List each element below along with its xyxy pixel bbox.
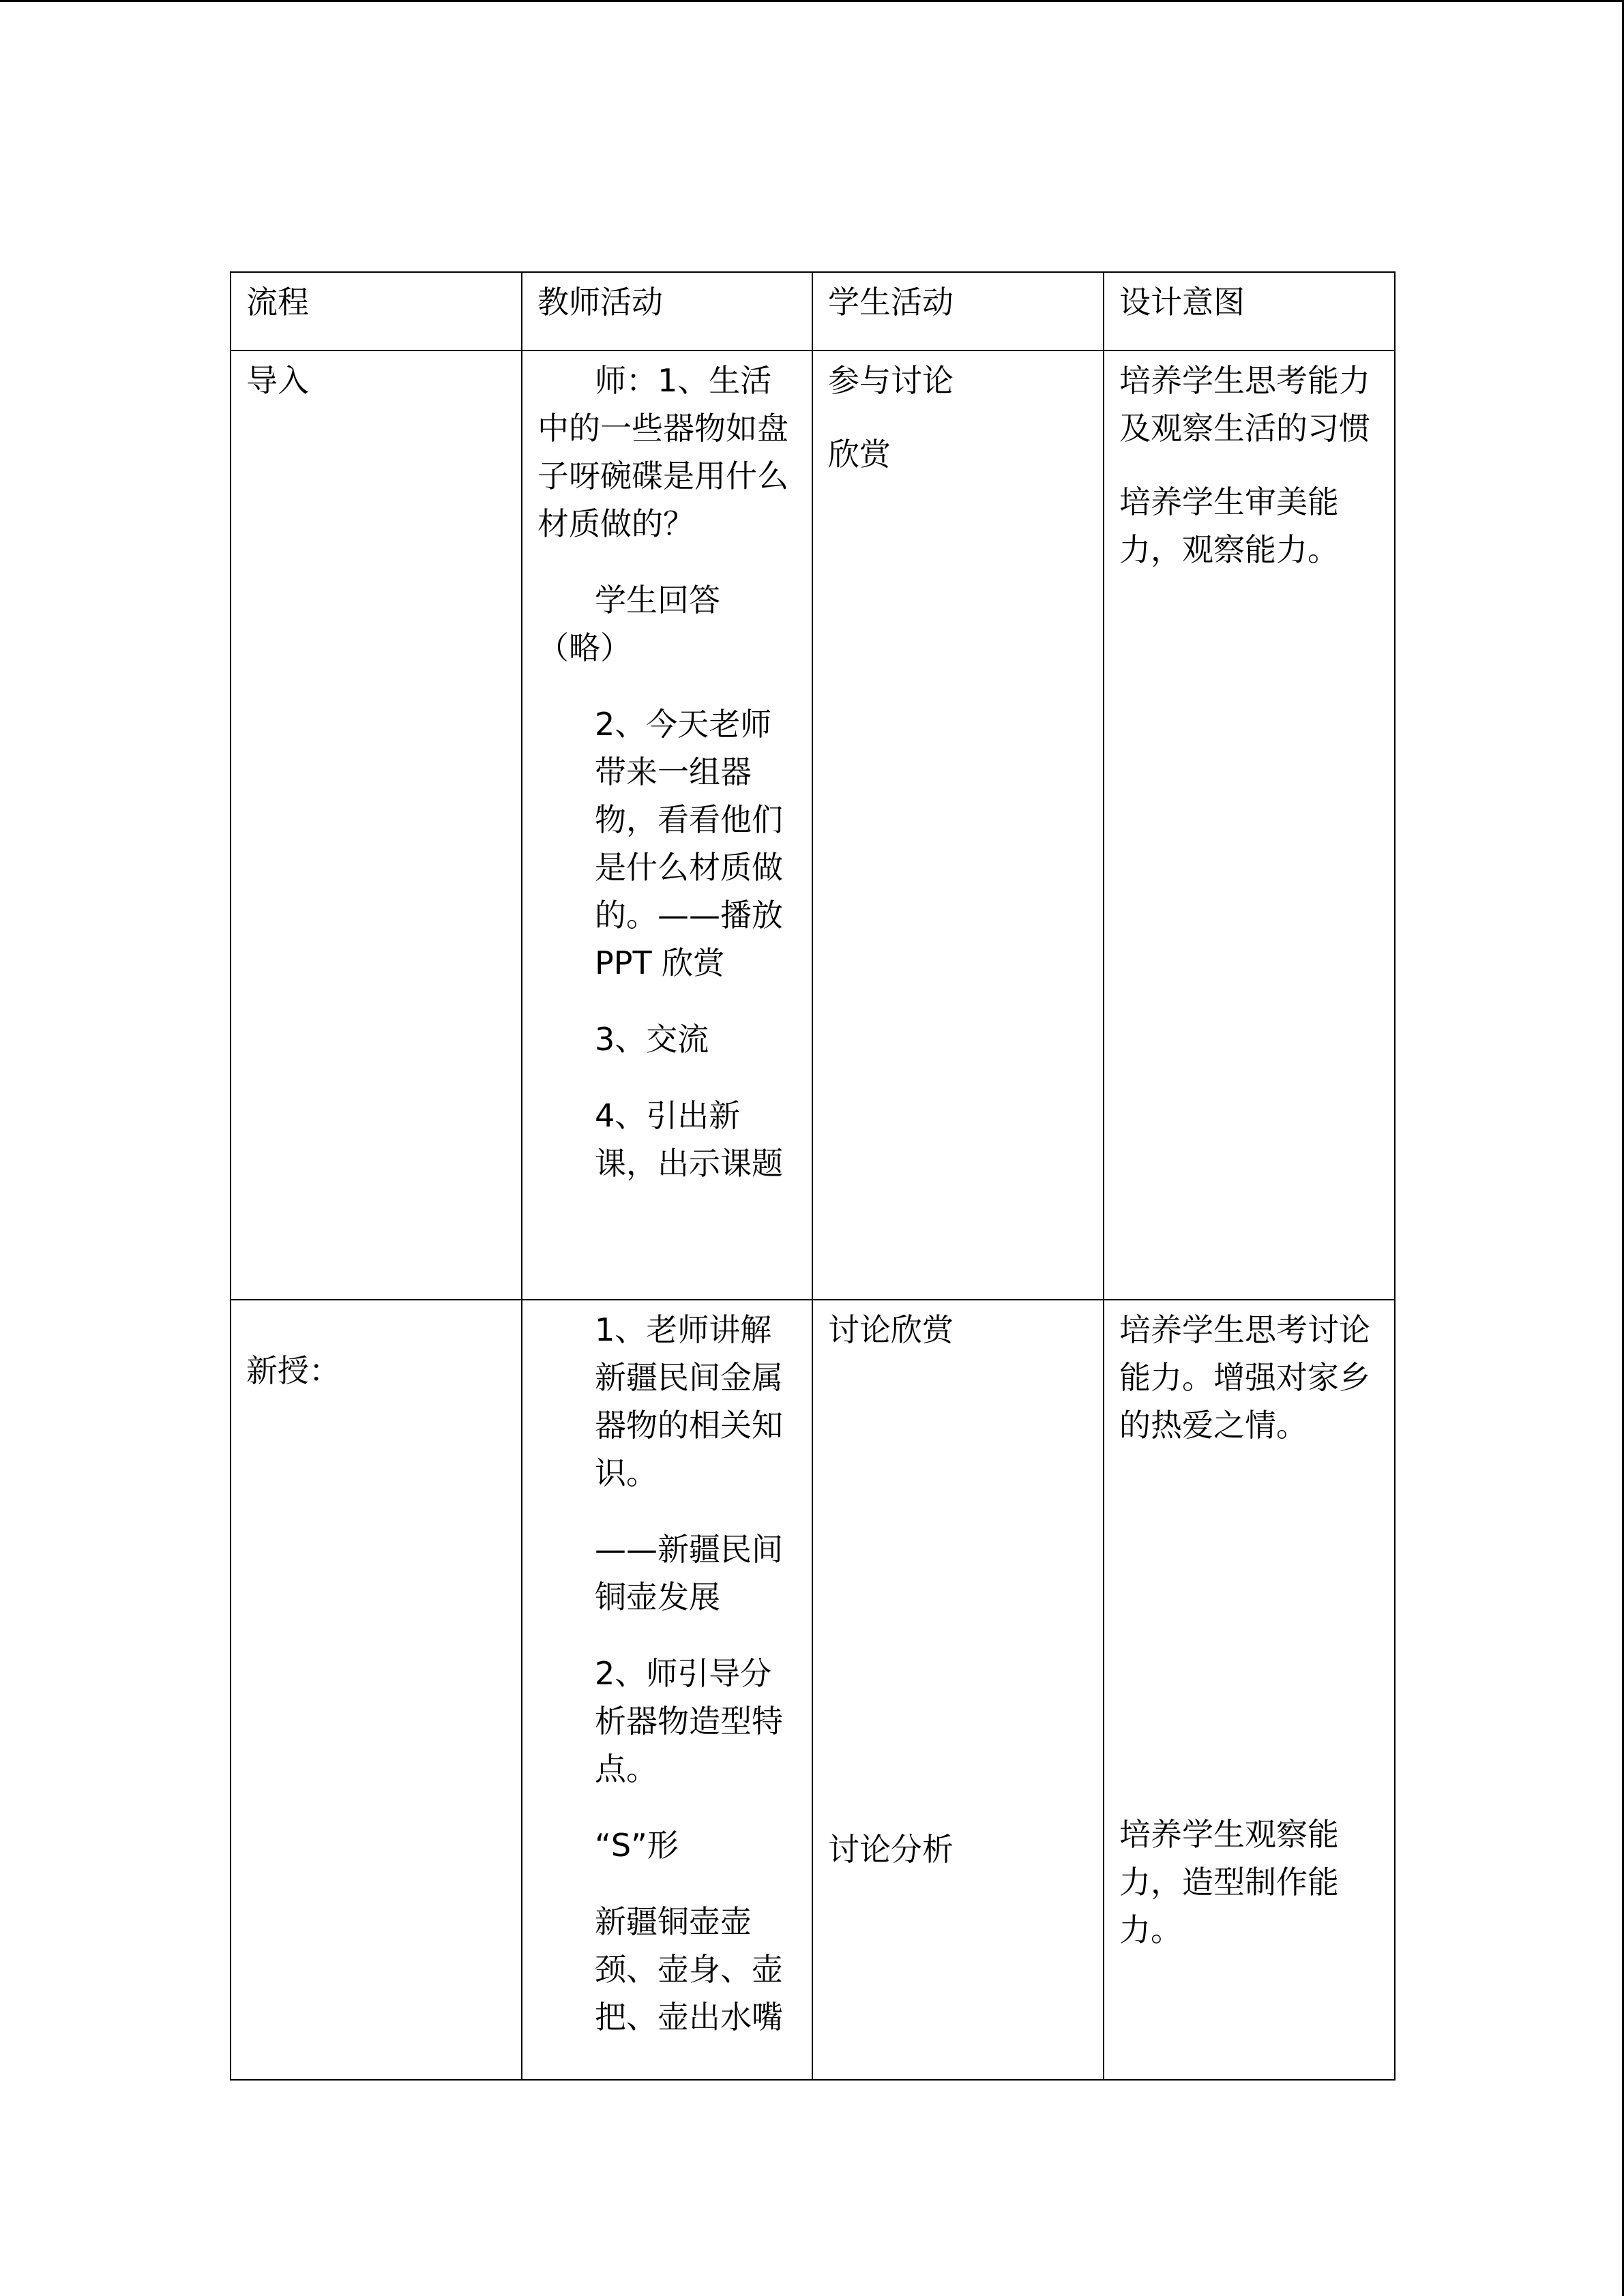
teacher-activity-text: 2、师引导分析器物造型特点。 [595, 1655, 783, 1787]
student-activity-text: 讨论分析 [828, 1831, 954, 1868]
header-design-intent: 设计意图 [1119, 284, 1245, 320]
table-header-row [231, 272, 1395, 351]
teacher-activity-text: 学生回答（略） [537, 582, 720, 666]
student-activity-text: 讨论欣赏 [828, 1311, 954, 1348]
spacer [1119, 1478, 1379, 1810]
table-row [231, 1300, 1395, 2080]
header-cell-process [231, 272, 522, 351]
teacher-activity-text: 4、引出新课，出示课题 [595, 1097, 783, 1182]
lesson-plan-table [230, 271, 1396, 2081]
student-activity-text: 参与讨论 [828, 362, 954, 399]
stage-cell [231, 351, 522, 1300]
header-student-activity: 学生活动 [828, 284, 954, 320]
table-row [231, 351, 1395, 1300]
design-intent-cell [1104, 351, 1395, 1300]
design-intent-cell [1104, 1300, 1395, 2080]
teacher-activity-text: 新疆铜壶壶颈、壶身、壶把、壶出水嘴 [595, 1903, 783, 2036]
teacher-activity-text: 1、老师讲解新疆民间金属器物的相关知识。 [595, 1311, 783, 1491]
teacher-activity-text: 3、交流 [595, 1021, 709, 1058]
teacher-activity-text: “S”形 [595, 1827, 679, 1864]
page-top-border [0, 0, 1624, 2]
teacher-activity-text: 师：1、生活中的一些器物如盘子呀碗碟是用什么材质做的？ [537, 362, 788, 542]
design-intent-text: 培养学生思考能力及观察生活的习惯 [1119, 362, 1370, 447]
stage-label: 新授： [246, 1352, 340, 1389]
teacher-activity-text: 2、今天老师带来一组器物，看看他们是什么材质做的。——播放PPT 欣赏 [595, 706, 783, 981]
stage-cell [231, 1300, 522, 2080]
teacher-activity-cell [522, 1300, 812, 2080]
design-intent-text: 培养学生思考讨论能力。增强对家乡的热爱之情。 [1119, 1311, 1370, 1444]
header-cell-student [812, 272, 1104, 351]
student-activity-cell [812, 1300, 1104, 2080]
header-cell-intent [1104, 272, 1395, 351]
design-intent-text: 培养学生观察能力，造型制作能力。 [1119, 1816, 1339, 1948]
spacer [828, 1382, 1088, 1825]
stage-label: 导入 [246, 362, 309, 399]
header-process: 流程 [246, 284, 309, 320]
header-teacher-activity: 教师活动 [537, 284, 663, 320]
student-activity-text: 欣赏 [828, 436, 891, 473]
student-activity-cell [812, 351, 1104, 1300]
header-cell-teacher [522, 272, 812, 351]
design-intent-text: 培养学生审美能力，观察能力。 [1119, 483, 1339, 568]
teacher-activity-text: ——新疆民间铜壶发展 [595, 1531, 783, 1615]
teacher-activity-cell [522, 351, 812, 1300]
